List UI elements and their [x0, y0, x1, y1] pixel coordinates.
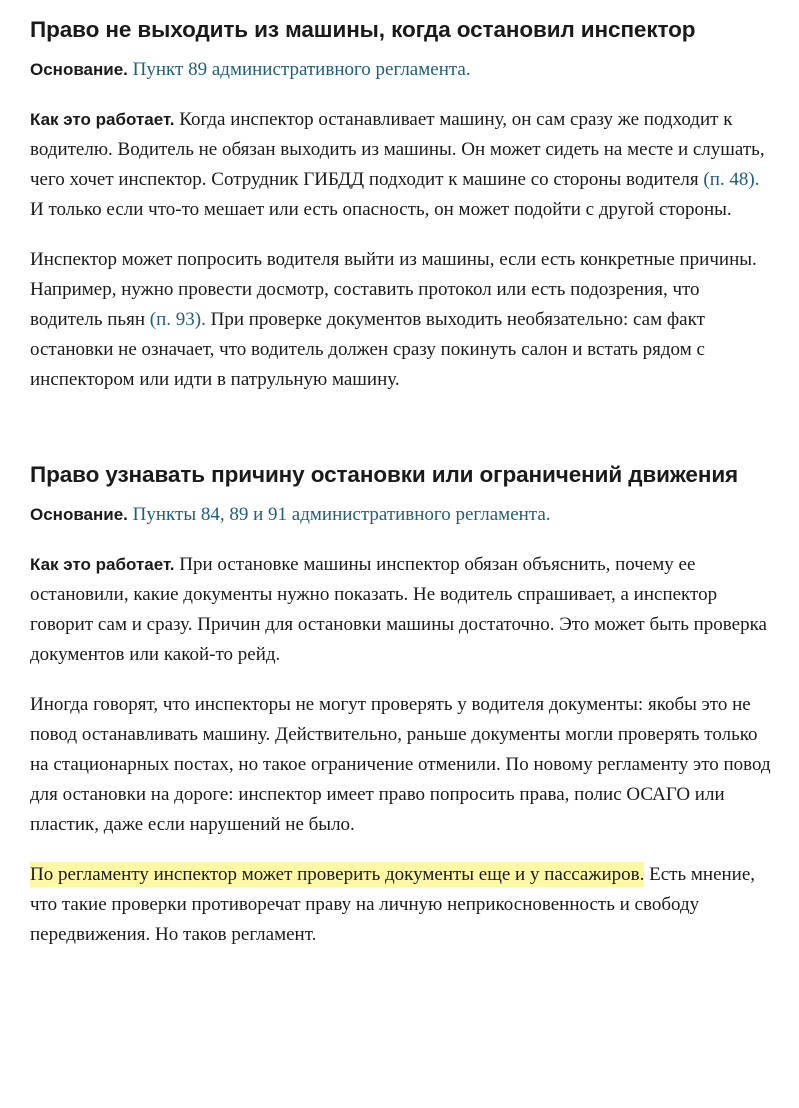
paragraph-text: При остановке машины инспектор обязан объяснить, почему ее остановили, какие документы нужно показать. Не водитель спрашивает, а инспектор говорит сам и сразу. Причин для остановки машины достаточно. Это может быть проверка документов или какой-то рейд.: [30, 554, 767, 665]
paragraph: [30, 550, 775, 670]
paragraph-text: И только если что-то мешает или есть опасность, он может подойти с другой стороны.: [30, 199, 732, 220]
clause-link[interactable]: (п. 48).: [703, 169, 760, 190]
clause-link[interactable]: (п. 93).: [149, 309, 206, 330]
paragraph-text: При проверке документов выходить необязательно: сам факт остановки не означает, что водитель должен сразу покинуть салон и встать рядом с инспектором или идти в патрульную машину.: [30, 309, 705, 390]
highlighted-text: По регламенту инспектор может проверить документы еще и у пассажиров.: [30, 864, 645, 885]
basis-label: Основание.: [30, 60, 128, 79]
basis-line: [30, 500, 775, 530]
basis-label: Основание.: [30, 505, 128, 524]
section-title: Право узнавать причину остановки или ограничений движения: [30, 462, 739, 487]
section-exit-car: [30, 15, 775, 395]
how-it-works-label: Как это работает.: [30, 110, 175, 129]
paragraph-text: Когда инспектор останавливает машину, он сам сразу же подходит к водителю. Водитель не обязан выходить из машины. Он может сидеть на месте и слушать, чего хочет инспектор. Сотрудник ГИБДД подходит к машине со стороны водителя: [30, 109, 765, 190]
paragraph-text: Есть мнение, что такие проверки противоречат праву на личную неприкосновенность и свободу передвижения. Но таков регламент.: [30, 864, 756, 945]
basis-line: [30, 55, 775, 85]
section-title: Право не выходить из машины, когда остановил инспектор: [30, 17, 696, 42]
paragraph: [30, 860, 775, 950]
how-it-works-label: Как это работает.: [30, 555, 175, 574]
section-stop-reason: [30, 460, 775, 950]
paragraph: [30, 105, 775, 225]
paragraph: Иногда говорят, что инспекторы не могут проверять у водителя документы: якобы это не повод останавливать машину. Действительно, раньше документы могли проверять только на стационарных постах, но такое ограничение отменили. По новому регламенту это повод для остановки на дороге: инспектор имеет право попросить права, полис ОСАГО или пластик, даже если нарушений не было.: [30, 694, 771, 835]
paragraph: [30, 245, 775, 395]
basis-link[interactable]: Пункты 84, 89 и 91 административного регламента.: [132, 504, 551, 525]
paragraph-text: Инспектор может попросить водителя выйти из машины, если есть конкретные причины. Например, нужно провести досмотр, составить протокол или есть подозрения, что водитель пьян: [30, 249, 757, 330]
basis-link[interactable]: Пункт 89 административного регламента.: [132, 59, 471, 80]
article: [30, 0, 775, 950]
